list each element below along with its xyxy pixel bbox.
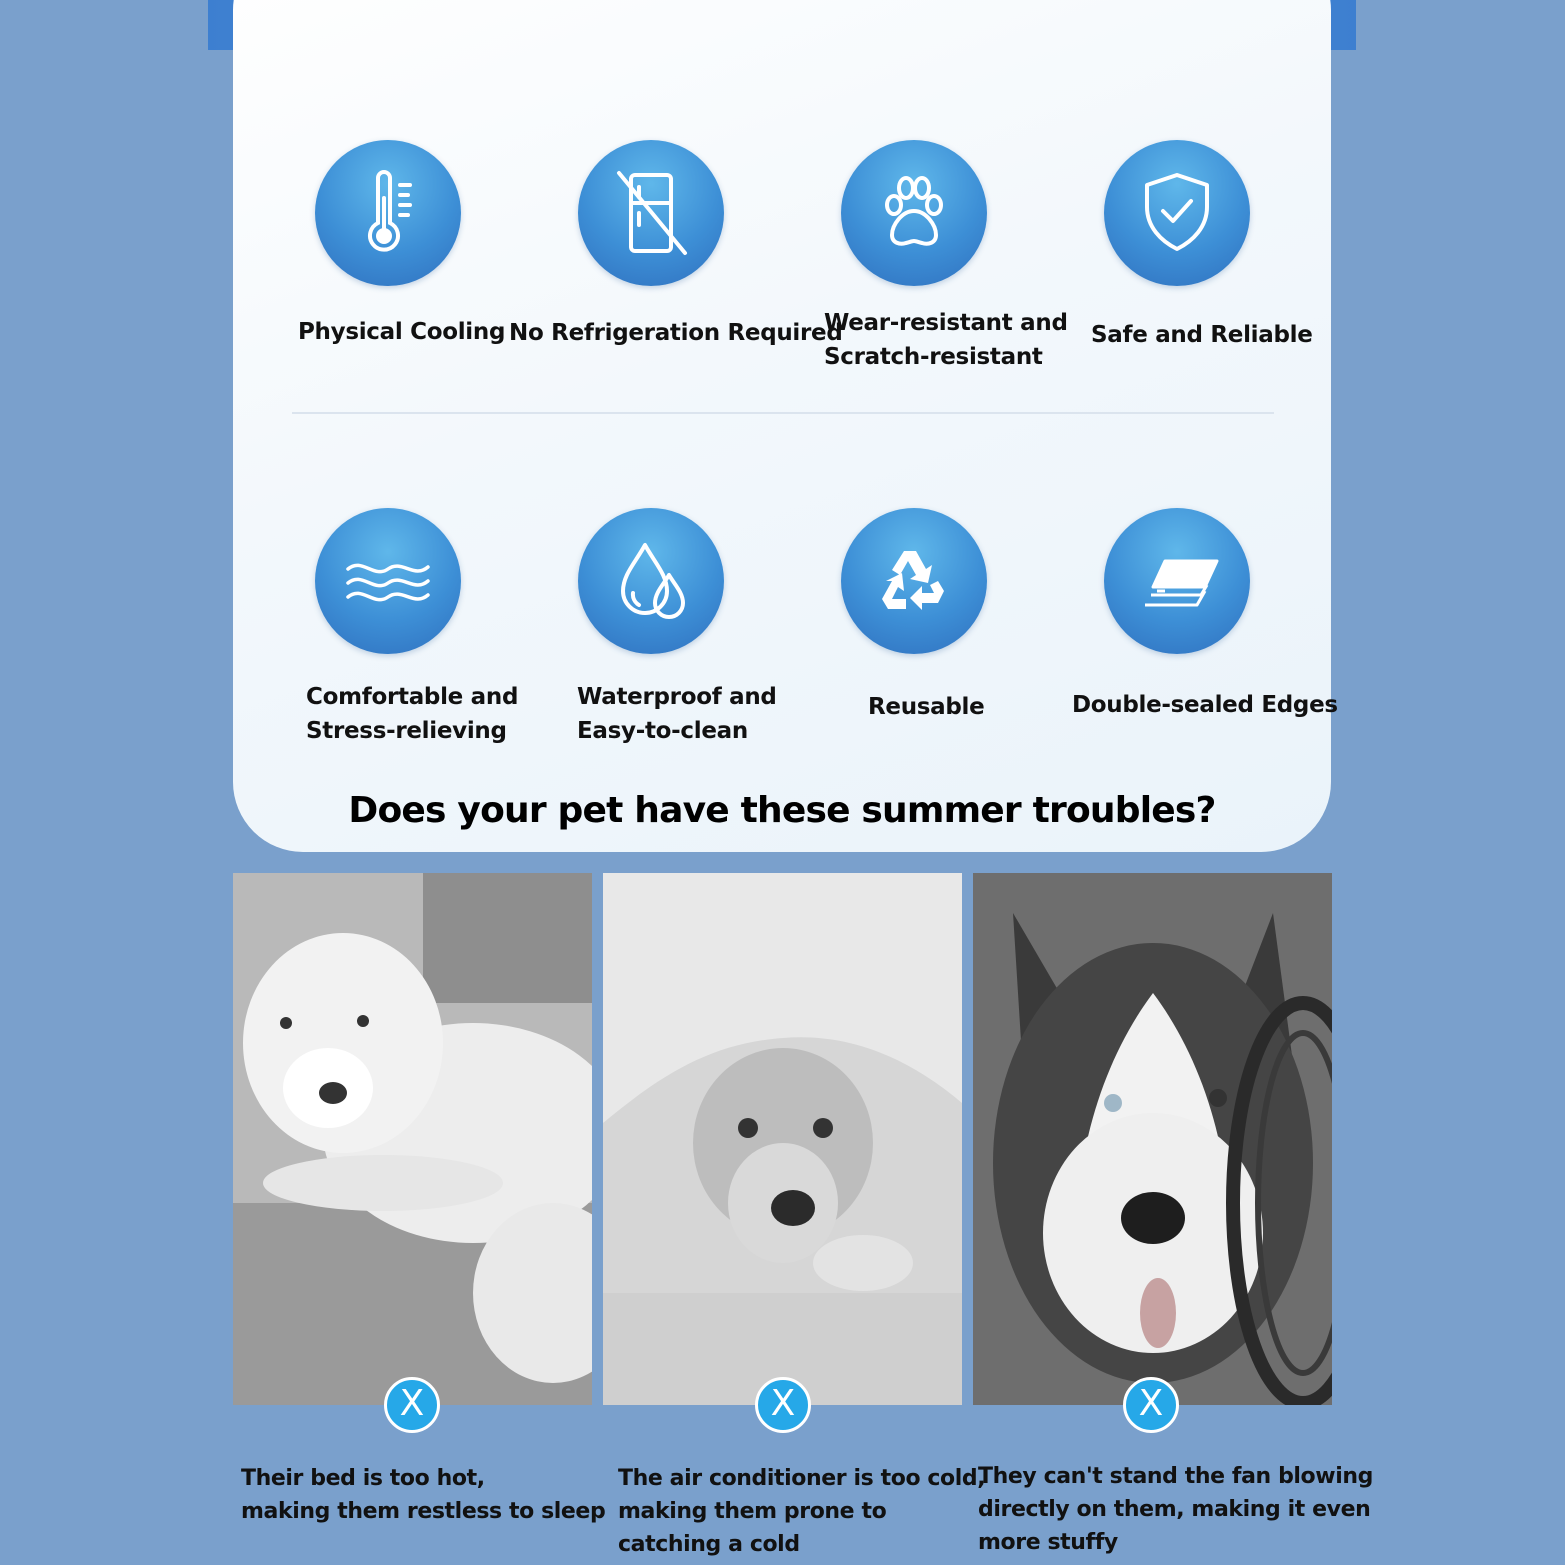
feature-physical-cooling xyxy=(298,140,618,400)
feature-label: Comfortable and Stress-relieving xyxy=(306,684,519,744)
photo-dog-under-blanket xyxy=(603,873,962,1405)
feature-label: Waterproof and Easy-to-clean xyxy=(577,684,777,744)
headline: Does your pet have these summer troubles? xyxy=(348,790,1216,831)
feature-double-sealed xyxy=(1072,508,1407,768)
feature-label: Physical Cooling xyxy=(298,319,506,345)
photo-white-dog-lying-on-bed xyxy=(233,873,592,1405)
water-drops-icon xyxy=(578,508,724,654)
feature-safe-reliable xyxy=(1091,140,1407,400)
shield-check-icon xyxy=(1104,140,1250,286)
photo-husky-near-fan xyxy=(973,873,1332,1405)
paw-icon xyxy=(841,140,987,286)
no-fridge-icon xyxy=(578,140,724,286)
x-badge: X xyxy=(1123,1377,1179,1433)
feature-label: Reusable xyxy=(868,694,985,720)
waves-icon xyxy=(315,508,461,654)
trouble-caption: They can't stand the fan blowing directly on them, making it even more stuffy xyxy=(978,1464,1373,1555)
feature-waterproof xyxy=(577,508,881,768)
x-badge: X xyxy=(384,1377,440,1433)
trouble-caption: The air conditioner is too cold, making them prone to catching a cold xyxy=(618,1466,986,1557)
feature-comfortable xyxy=(306,508,618,768)
trouble-caption: Their bed is too hot, making them restless to sleep xyxy=(241,1466,606,1524)
thermometer-icon xyxy=(315,140,461,286)
feature-label: Double-sealed Edges xyxy=(1072,692,1338,718)
feature-label: No Refrigeration Required xyxy=(509,320,843,346)
recycle-icon xyxy=(841,508,987,654)
feature-reusable xyxy=(844,508,1144,768)
feature-wear-resistant xyxy=(824,140,1144,400)
divider xyxy=(292,412,1274,414)
layers-icon xyxy=(1104,508,1250,654)
x-badge: X xyxy=(755,1377,811,1433)
feature-label: Safe and Reliable xyxy=(1091,322,1313,348)
feature-label: Wear-resistant and Scratch-resistant xyxy=(824,310,1068,370)
